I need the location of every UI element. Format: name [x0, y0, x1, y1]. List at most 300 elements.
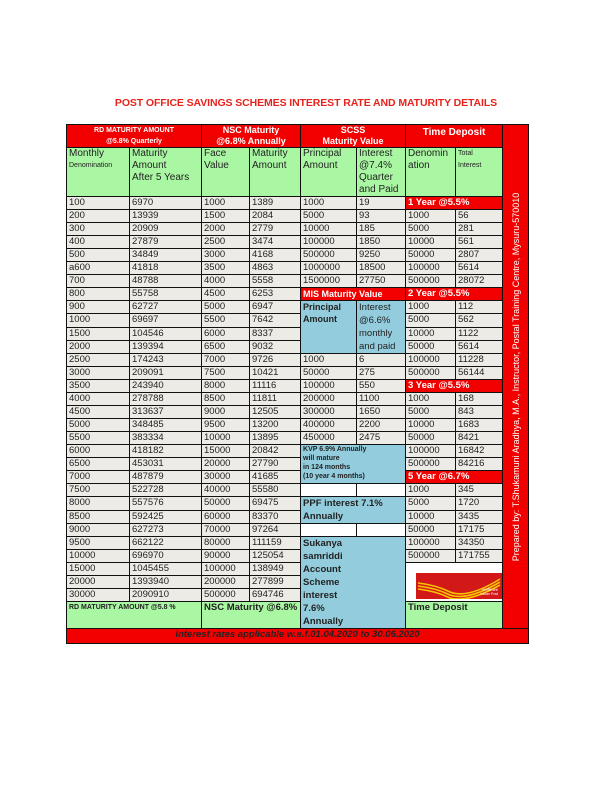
table-row — [67, 249, 529, 262]
td-y3-denomination-cell: 50000 — [406, 432, 456, 445]
nsc-face-cell: 1500 — [202, 210, 250, 223]
mis-col-interest-header — [357, 301, 406, 354]
rd-denomination-cell: 900 — [67, 301, 130, 314]
nsc-maturity-cell: 12505 — [250, 406, 301, 419]
nsc-face-cell: 7500 — [202, 367, 250, 380]
td-y5-denomination-cell: 1000 — [406, 484, 456, 497]
td-y5-interest-cell: 171755 — [456, 550, 503, 563]
mis-principal-cell: 300000 — [301, 406, 357, 419]
rd-group-header-line: RD MATURITY AMOUNT — [94, 127, 174, 134]
scss-principal-cell: 1500000 — [301, 275, 357, 288]
rd-denomination-cell: 9000 — [67, 524, 130, 537]
ssa-note-line: Account — [303, 564, 342, 575]
table-row — [67, 275, 529, 288]
rd-denomination-cell: 4000 — [67, 393, 130, 406]
rd-maturity-cell: 487879 — [130, 471, 202, 484]
nsc-maturity-cell: 41685 — [250, 471, 301, 484]
td-y3-interest-cell: 168 — [456, 393, 503, 406]
mis-interest-cell: 2475 — [357, 432, 406, 445]
nsc-maturity-cell: 1389 — [250, 197, 301, 210]
page-title: POST OFFICE SAVINGS SCHEMES INTEREST RATE AND MATURITY DETAILS — [114, 97, 498, 109]
rd-col-maturity-header-line: After 5 Years — [132, 172, 190, 183]
blank-cell — [357, 524, 406, 537]
nsc-maturity-cell: 6253 — [250, 288, 301, 301]
td-y2-denomination-cell: 100000 — [406, 354, 456, 367]
kvp-note — [301, 445, 406, 484]
table-row — [67, 510, 529, 524]
table-row — [67, 484, 529, 497]
rd-maturity-cell: 209091 — [130, 367, 202, 380]
scss-principal-cell: 10000 — [301, 223, 357, 236]
scss-principal-cell: 5000 — [301, 210, 357, 223]
rd-denomination-cell: 700 — [67, 275, 130, 288]
nsc-face-cell: 8500 — [202, 393, 250, 406]
td-y1-interest-cell: 5614 — [456, 262, 503, 275]
td-y2-denomination-cell: 500000 — [406, 367, 456, 380]
nsc-face-cell: 5000 — [202, 301, 250, 314]
td-y1-interest-cell: 281 — [456, 223, 503, 236]
td-y1-denomination-cell: 5000 — [406, 223, 456, 236]
table-row — [67, 393, 529, 406]
ssa-note-line: Sukanya — [303, 538, 343, 549]
nsc-maturity-cell: 4863 — [250, 262, 301, 275]
mis-col-interest-header-line: and paid — [359, 341, 396, 352]
rd-maturity-cell: 20909 — [130, 223, 202, 236]
td-bottom-label: Time Deposit — [406, 602, 503, 629]
nsc-face-cell: 50000 — [202, 497, 250, 511]
rd-maturity-cell: 55758 — [130, 288, 202, 301]
td-y3-denomination-cell: 1000 — [406, 393, 456, 406]
td-y1-interest-cell: 2807 — [456, 249, 503, 262]
td-y3-interest-cell: 1683 — [456, 419, 503, 432]
nsc-maturity-cell: 69475 — [250, 497, 301, 511]
rd-denomination-cell: 6000 — [67, 445, 130, 458]
nsc-face-cell: 5500 — [202, 314, 250, 327]
scss-interest-cell: 18500 — [357, 262, 406, 275]
rd-denomination-cell: 10000 — [67, 550, 130, 563]
td-y2-denomination-cell: 5000 — [406, 314, 456, 327]
td-y3-interest-cell: 16842 — [456, 445, 503, 458]
nsc-maturity-cell: 277899 — [250, 576, 301, 589]
rd-col-monthly-header-line: Monthly — [69, 148, 105, 159]
table-row — [67, 314, 529, 327]
rd-denomination-cell: 20000 — [67, 576, 130, 589]
td-group-header: Time Deposit — [406, 125, 503, 148]
nsc-col-face-header-line: Face — [204, 148, 227, 159]
td-y5-interest-cell: 17175 — [456, 524, 503, 537]
rd-maturity-cell: 383334 — [130, 432, 202, 445]
scss-col-principal-header — [301, 148, 357, 197]
table-row — [67, 210, 529, 223]
nsc-maturity-cell: 11811 — [250, 393, 301, 406]
rd-denomination-cell: 3000 — [67, 367, 130, 380]
rd-maturity-cell: 69697 — [130, 314, 202, 327]
ssa-note — [301, 537, 406, 629]
rd-denomination-cell: 200 — [67, 210, 130, 223]
footer-row — [67, 629, 529, 644]
nsc-face-cell: 60000 — [202, 510, 250, 524]
td-y5-header: 5 Year @6.7% — [406, 471, 503, 484]
mis-col-principal-header-line: Principal — [303, 302, 342, 312]
rd-maturity-cell: 62727 — [130, 301, 202, 314]
td-y1-interest-cell: 561 — [456, 236, 503, 249]
nsc-face-cell: 100000 — [202, 563, 250, 576]
table-row — [67, 340, 529, 353]
rd-bottom-label: RD MATURITY AMOUNT @5.8 % — [67, 602, 202, 629]
ssa-note-line: samriddi — [303, 551, 343, 562]
rd-denomination-cell: 4500 — [67, 406, 130, 419]
savings-schemes-table — [66, 124, 529, 644]
rd-col-monthly-header-line: Denomination — [69, 162, 113, 169]
rd-denomination-cell: a600 — [67, 262, 130, 275]
rd-denomination-cell: 7500 — [67, 484, 130, 497]
nsc-face-cell: 4500 — [202, 288, 250, 301]
mis-col-principal-header — [301, 301, 357, 354]
mis-col-interest-header-line: @6.6% — [359, 315, 391, 326]
td-y1-denomination-cell: 1000 — [406, 210, 456, 223]
nsc-col-face-header — [202, 148, 250, 197]
rd-maturity-cell: 13939 — [130, 210, 202, 223]
nsc-col-maturity-header — [250, 148, 301, 197]
nsc-face-cell: 10000 — [202, 432, 250, 445]
scss-col-interest-header-line: and Paid — [359, 184, 399, 195]
nsc-maturity-cell: 125054 — [250, 550, 301, 563]
table-row — [67, 327, 529, 340]
mis-header: MIS Maturity Value — [301, 288, 406, 301]
mis-interest-cell: 275 — [357, 367, 406, 380]
table-row — [67, 354, 529, 367]
nsc-maturity-cell: 20842 — [250, 445, 301, 458]
nsc-face-cell: 6000 — [202, 327, 250, 340]
td-col-denomination-header-line: Denomin — [408, 148, 449, 159]
rd-denomination-cell: 100 — [67, 197, 130, 210]
nsc-face-cell: 6500 — [202, 340, 250, 353]
mis-interest-cell: 1650 — [357, 406, 406, 419]
mis-col-interest-header-line: monthly — [359, 328, 393, 339]
td-y5-denomination-cell: 10000 — [406, 510, 456, 524]
prepared-by-text: Prepared by: T.Shukamuni Aradhya, M.A., Instructor, Postal Training Centre, Mysuru-570010 — [510, 192, 521, 561]
td-y1-denomination-cell: 50000 — [406, 249, 456, 262]
td-y2-interest-cell: 112 — [456, 301, 503, 314]
rd-maturity-cell: 696970 — [130, 550, 202, 563]
nsc-col-maturity-header-line: Maturity — [252, 148, 288, 159]
td-y2-denomination-cell: 1000 — [406, 301, 456, 314]
nsc-face-cell: 70000 — [202, 524, 250, 537]
rd-denomination-cell: 30000 — [67, 589, 130, 602]
td-y3-denomination-cell: 10000 — [406, 419, 456, 432]
td-y2-interest-cell: 5614 — [456, 340, 503, 353]
td-y2-interest-cell: 562 — [456, 314, 503, 327]
india-post-logo — [406, 563, 503, 602]
nsc-group-header — [202, 125, 301, 148]
nsc-face-cell: 9500 — [202, 419, 250, 432]
nsc-maturity-cell: 55580 — [250, 484, 301, 497]
nsc-bottom-label: NSC Maturity @6.8% — [202, 602, 301, 629]
td-y2-header: 2 Year @5.5% — [406, 288, 503, 301]
rates-validity-note: interest rates applicable w.e.f.01.04.2020 to 30.06.2020 — [67, 629, 529, 644]
nsc-maturity-cell: 4168 — [250, 249, 301, 262]
scss-principal-cell: 100000 — [301, 236, 357, 249]
table-row — [67, 550, 529, 563]
logo-text-hindi: भारतीय डाक — [481, 588, 499, 592]
rd-maturity-cell: 48788 — [130, 275, 202, 288]
td-y5-denomination-cell: 5000 — [406, 497, 456, 511]
ppf-note — [301, 497, 406, 524]
nsc-face-cell: 20000 — [202, 458, 250, 471]
table-row — [67, 524, 529, 537]
rd-denomination-cell: 8500 — [67, 510, 130, 524]
rd-maturity-cell: 313637 — [130, 406, 202, 419]
nsc-face-cell: 500000 — [202, 589, 250, 602]
nsc-face-cell: 90000 — [202, 550, 250, 563]
nsc-face-cell: 40000 — [202, 484, 250, 497]
td-y3-header: 3 Year @5.5% — [406, 380, 503, 393]
side-credit-strip — [503, 125, 529, 629]
mis-principal-cell: 50000 — [301, 367, 357, 380]
td-y5-interest-cell: 1720 — [456, 497, 503, 511]
table-row — [67, 537, 529, 550]
rd-maturity-cell: 627273 — [130, 524, 202, 537]
rd-maturity-cell: 1045455 — [130, 563, 202, 576]
td-col-denomination-header-line: ation — [408, 160, 430, 171]
td-y5-interest-cell: 34350 — [456, 537, 503, 550]
rd-denomination-cell: 500 — [67, 249, 130, 262]
nsc-maturity-cell: 6947 — [250, 301, 301, 314]
table-row — [67, 262, 529, 275]
nsc-maturity-cell: 5558 — [250, 275, 301, 288]
rd-maturity-cell: 662122 — [130, 537, 202, 550]
td-y2-denomination-cell: 10000 — [406, 327, 456, 340]
td-col-denomination-header — [406, 148, 456, 197]
scss-principal-cell: 1000 — [301, 197, 357, 210]
table-row — [67, 458, 529, 471]
td-y5-interest-cell: 345 — [456, 484, 503, 497]
logo-text-english: Indian Post — [480, 592, 499, 596]
mis-principal-cell: 450000 — [301, 432, 357, 445]
table-row — [67, 367, 529, 380]
rd-col-maturity-header-line: Amount — [132, 160, 167, 171]
nsc-group-header-line: NSC Maturity — [222, 125, 280, 135]
nsc-face-cell: 1000 — [202, 197, 250, 210]
nsc-col-maturity-header-line: Amount — [252, 160, 287, 171]
nsc-maturity-cell: 13200 — [250, 419, 301, 432]
nsc-maturity-cell: 83370 — [250, 510, 301, 524]
table-row — [67, 497, 529, 511]
rd-col-maturity-header — [130, 148, 202, 197]
nsc-face-cell: 3000 — [202, 249, 250, 262]
rd-maturity-cell: 243940 — [130, 380, 202, 393]
scss-interest-cell: 19 — [357, 197, 406, 210]
table-row — [67, 471, 529, 484]
ssa-note-line: Scheme — [303, 577, 340, 588]
td-y3-interest-cell: 84216 — [456, 458, 503, 471]
td-y5-denomination-cell: 50000 — [406, 524, 456, 537]
nsc-maturity-cell: 10421 — [250, 367, 301, 380]
rd-maturity-cell: 41818 — [130, 262, 202, 275]
rd-denomination-cell: 15000 — [67, 563, 130, 576]
rd-denomination-cell: 1500 — [67, 327, 130, 340]
td-y3-denomination-cell: 500000 — [406, 458, 456, 471]
mis-interest-cell: 550 — [357, 380, 406, 393]
mis-interest-cell: 6 — [357, 354, 406, 367]
td-y2-interest-cell: 1122 — [456, 327, 503, 340]
nsc-face-cell: 200000 — [202, 576, 250, 589]
scss-col-interest-header-line: Quarter — [359, 172, 393, 183]
ssa-note-line: 7.6% — [303, 603, 325, 614]
td-y1-denomination-cell: 100000 — [406, 262, 456, 275]
rd-denomination-cell: 6500 — [67, 458, 130, 471]
nsc-face-cell: 8000 — [202, 380, 250, 393]
scss-col-principal-header-line: Principal — [303, 148, 342, 159]
nsc-maturity-cell: 9726 — [250, 354, 301, 367]
rd-denomination-cell: 7000 — [67, 471, 130, 484]
rd-maturity-cell: 139394 — [130, 340, 202, 353]
blank-cell — [301, 524, 357, 537]
nsc-maturity-cell: 694746 — [250, 589, 301, 602]
nsc-maturity-cell: 11116 — [250, 380, 301, 393]
td-y1-interest-cell: 28072 — [456, 275, 503, 288]
nsc-face-cell: 2000 — [202, 223, 250, 236]
table-row — [67, 406, 529, 419]
rd-denomination-cell: 3500 — [67, 380, 130, 393]
scss-principal-cell: 500000 — [301, 249, 357, 262]
mis-principal-cell: 400000 — [301, 419, 357, 432]
td-y1-interest-cell: 56 — [456, 210, 503, 223]
rd-maturity-cell: 104546 — [130, 327, 202, 340]
scss-col-interest-header-line: Interest — [359, 148, 393, 159]
td-y5-interest-cell: 3435 — [456, 510, 503, 524]
scss-interest-cell: 185 — [357, 223, 406, 236]
scss-group-header — [301, 125, 406, 148]
td-y2-interest-cell: 11228 — [456, 354, 503, 367]
india-post-logo-icon — [416, 573, 502, 599]
rd-maturity-cell: 557576 — [130, 497, 202, 511]
td-y3-denomination-cell: 100000 — [406, 445, 456, 458]
rd-denomination-cell: 5000 — [67, 419, 130, 432]
scss-interest-cell: 93 — [357, 210, 406, 223]
td-y1-denomination-cell: 500000 — [406, 275, 456, 288]
scss-interest-cell: 1850 — [357, 236, 406, 249]
rd-maturity-cell: 27879 — [130, 236, 202, 249]
scss-col-interest-header-line: @7.4% — [359, 160, 392, 171]
rd-col-monthly-header — [67, 148, 130, 197]
scss-interest-cell: 27750 — [357, 275, 406, 288]
rd-maturity-cell: 278788 — [130, 393, 202, 406]
scss-col-principal-header-line: Amount — [303, 160, 338, 171]
nsc-face-cell: 7000 — [202, 354, 250, 367]
mis-principal-cell: 100000 — [301, 380, 357, 393]
nsc-maturity-cell: 2084 — [250, 210, 301, 223]
kvp-note-line: will mature — [303, 455, 340, 462]
blank-cell — [357, 484, 406, 497]
nsc-col-face-header-line: Value — [204, 160, 229, 171]
rd-denomination-cell: 400 — [67, 236, 130, 249]
nsc-face-cell: 80000 — [202, 537, 250, 550]
rd-denomination-cell: 2000 — [67, 340, 130, 353]
rd-maturity-cell: 174243 — [130, 354, 202, 367]
rd-maturity-cell: 6970 — [130, 197, 202, 210]
table-row — [67, 563, 529, 576]
rd-denomination-cell: 8000 — [67, 497, 130, 511]
kvp-note-line: (10 year 4 months) — [303, 473, 365, 480]
nsc-maturity-cell: 3474 — [250, 236, 301, 249]
mis-interest-cell: 2200 — [357, 419, 406, 432]
td-y2-interest-cell: 56144 — [456, 367, 503, 380]
nsc-maturity-cell: 138949 — [250, 563, 301, 576]
nsc-group-header-line: @6.8% Annually — [216, 136, 286, 146]
td-y1-header: 1 Year @5.5% — [406, 197, 503, 210]
nsc-face-cell: 30000 — [202, 471, 250, 484]
td-col-interest-header — [456, 148, 503, 197]
td-col-interest-header-line: Total — [458, 150, 473, 157]
scss-group-header-line: Maturity Value — [322, 136, 384, 146]
nsc-face-cell: 9000 — [202, 406, 250, 419]
rd-maturity-cell: 1393940 — [130, 576, 202, 589]
nsc-maturity-cell: 8337 — [250, 327, 301, 340]
rd-maturity-cell: 592425 — [130, 510, 202, 524]
rd-col-maturity-header-line: Maturity — [132, 148, 168, 159]
rd-denomination-cell: 2500 — [67, 354, 130, 367]
table-row — [67, 288, 529, 301]
rd-denomination-cell: 5500 — [67, 432, 130, 445]
nsc-maturity-cell: 2779 — [250, 223, 301, 236]
table-row — [67, 419, 529, 432]
table-row — [67, 236, 529, 249]
table-row — [67, 380, 529, 393]
rd-denomination-cell: 800 — [67, 288, 130, 301]
rd-group-header-line: @5.8% Quarterly — [106, 138, 162, 145]
nsc-maturity-cell: 27790 — [250, 458, 301, 471]
nsc-maturity-cell: 13895 — [250, 432, 301, 445]
rd-group-header — [67, 125, 202, 148]
mis-col-interest-header-line: Interest — [359, 302, 391, 313]
group-header-row — [67, 125, 529, 148]
mis-principal-cell: 1000 — [301, 354, 357, 367]
table-row — [67, 223, 529, 236]
rd-maturity-cell: 453031 — [130, 458, 202, 471]
td-col-interest-header-line: Interest — [458, 162, 482, 169]
nsc-maturity-cell: 7642 — [250, 314, 301, 327]
rd-maturity-cell: 348485 — [130, 419, 202, 432]
table-row — [67, 445, 529, 458]
nsc-maturity-cell: 111159 — [250, 537, 301, 550]
rd-denomination-cell: 300 — [67, 223, 130, 236]
scss-group-header-line: SCSS — [340, 125, 366, 135]
td-y3-denomination-cell: 5000 — [406, 406, 456, 419]
rd-denomination-cell: 1000 — [67, 314, 130, 327]
rd-maturity-cell: 522728 — [130, 484, 202, 497]
mis-col-principal-header-line: Amount — [303, 314, 338, 324]
column-header-row — [67, 148, 529, 197]
rd-denomination-cell: 9500 — [67, 537, 130, 550]
td-y2-denomination-cell: 50000 — [406, 340, 456, 353]
kvp-note-line: in 124 months — [303, 464, 351, 471]
ssa-note-line: interest — [303, 590, 338, 601]
nsc-maturity-cell: 97264 — [250, 524, 301, 537]
kvp-note-line: KVP 6.9% Annually — [303, 446, 367, 453]
ppf-note-line: PPF interest 7.1% — [303, 498, 383, 509]
td-y5-denomination-cell: 500000 — [406, 550, 456, 563]
nsc-maturity-cell: 9032 — [250, 340, 301, 353]
table-row — [67, 432, 529, 445]
table-row — [67, 301, 529, 314]
ppf-note-line: Annually — [303, 511, 344, 522]
scss-principal-cell: 1000000 — [301, 262, 357, 275]
td-y5-denomination-cell: 100000 — [406, 537, 456, 550]
scss-interest-cell: 9250 — [357, 249, 406, 262]
bottom-label-row — [67, 602, 529, 629]
scss-col-interest-header — [357, 148, 406, 197]
